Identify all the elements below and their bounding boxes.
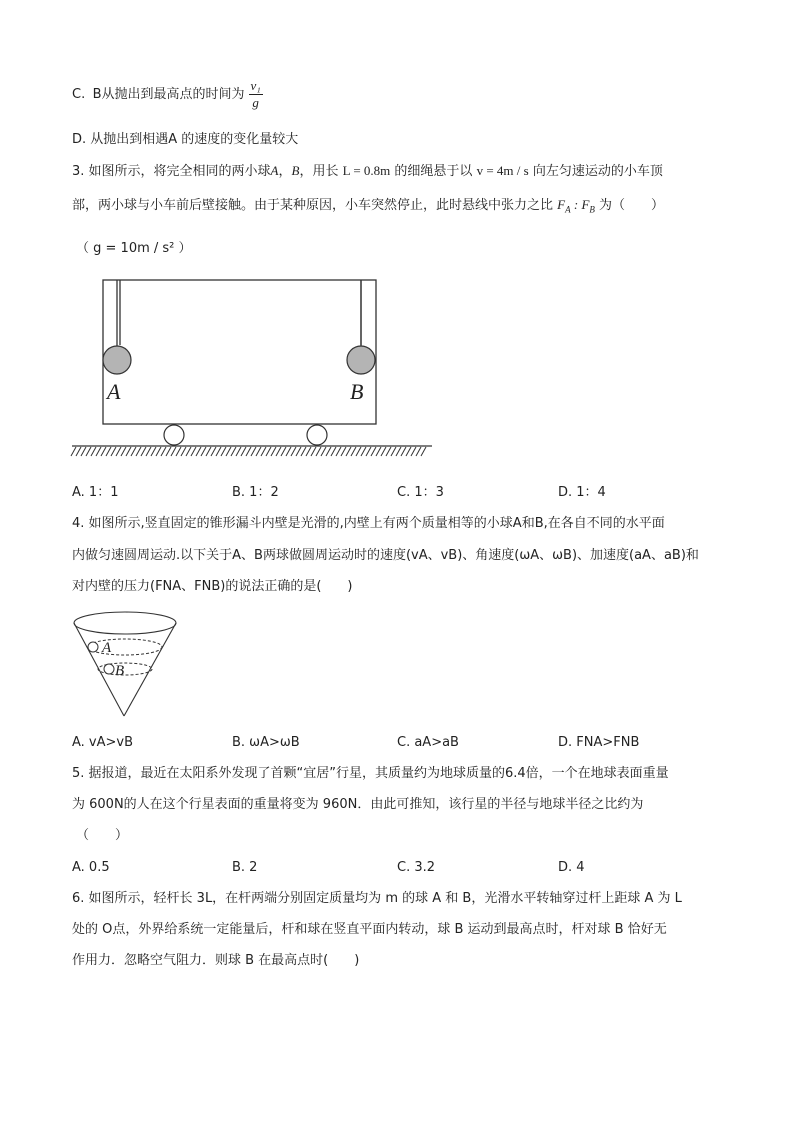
q6-line-3: 作用力．忽略空气阻力．则球 B 在最高点时( ) xyxy=(72,953,360,968)
label-a: A xyxy=(107,379,121,404)
q5-option-c: C. 3.2 xyxy=(397,860,436,875)
fraction: $\frac{\text{v₁}}{g}$ xyxy=(250,78,261,110)
q5-line-3: （ ） xyxy=(76,828,129,843)
q5-line-1: 5. 据报道，最近在太阳系外发现了首颗“宜居”行星，其质量约为地球质量的6.4倍，一个在地球表面重量 xyxy=(72,766,669,781)
cone-rim xyxy=(74,612,176,634)
q4-option-c: C. aA>aB xyxy=(397,735,459,750)
q5-option-b: B. 2 xyxy=(232,860,258,875)
q5-line-2: 为 600N的人在这个行星表面的重量将变为 960N．由此可推知，该行星的半径与地球半径之比约为 xyxy=(72,797,644,812)
q4-line-2: 内做匀速圆周运动.以下关于A、B两球做圆周运动时的速度(vA、vB)、角速度(ωA、ωB)、加速度(aA、aB)和 xyxy=(72,548,699,563)
q3-option-c: C. 1：3 xyxy=(397,485,444,500)
ball-b xyxy=(104,664,114,674)
label-b: B xyxy=(350,379,364,404)
q4-line-1: 4. 如图所示,竖直固定的锥形漏斗内壁是光滑的,内壁上有两个质量相等的小球A和B,在各自不同的水平面 xyxy=(72,516,665,531)
label-b: B xyxy=(115,663,125,679)
q3-option-b: B. 1：2 xyxy=(232,485,279,500)
q3-gravity: （ g = 10m / s² ） xyxy=(76,241,192,256)
q6-line-2: 处的 O点，外界给系统一定能量后，杆和球在竖直平面内转动，球 B 运动到最高点时，杆对球 B 恰好无 xyxy=(72,922,667,937)
q2-option-c: C. B从抛出到最高点的时间为 $\frac{\text{v₁}}{g}$ xyxy=(72,78,261,110)
q2-option-c-text: B从抛出到最高点的时间为 xyxy=(92,87,245,102)
q2-option-d: D. 从抛出到相遇A 的速度的变化量较大 xyxy=(72,132,299,147)
q3-option-d: D. 1：4 xyxy=(558,485,606,500)
ball-a xyxy=(88,642,98,652)
q3-option-a: A. 1：1 xyxy=(72,485,119,500)
orbit-a xyxy=(88,639,162,655)
q4-option-b: B. ωA>ωB xyxy=(232,735,300,750)
q3-line-1: 3. 如图所示，将完全相同的两小球A，B，用长 L = 0.8m 的细绳悬于以 v = 4m / s 向左匀速运动的小车顶 xyxy=(72,163,663,179)
force-ratio: $F_A$ : $F_B$ xyxy=(557,197,595,215)
q4-line-3: 对内壁的压力(FNA、FNB)的说法正确的是( ) xyxy=(72,579,353,594)
cone-side-right xyxy=(124,623,176,716)
q4-option-d: D. FNA>FNB xyxy=(558,735,640,750)
q3-line-2: 部，两小球与小车前后壁接触。由于某种原因，小车突然停止，此时悬线中张力之比 $F_A$ : $F_B$ 为（ ） xyxy=(72,197,665,215)
q5-option-a: A. 0.5 xyxy=(72,860,110,875)
label-a: A xyxy=(102,640,112,656)
q4-option-a: A. vA>vB xyxy=(72,735,134,750)
q5-option-d: D. 4 xyxy=(558,860,585,875)
q6-line-1: 6. 如图所示，轻杆长 3L，在杆两端分别固定质量均为 m 的球 A 和 B，光滑水平转轴穿过杆上距球 A 为 L xyxy=(72,891,682,906)
